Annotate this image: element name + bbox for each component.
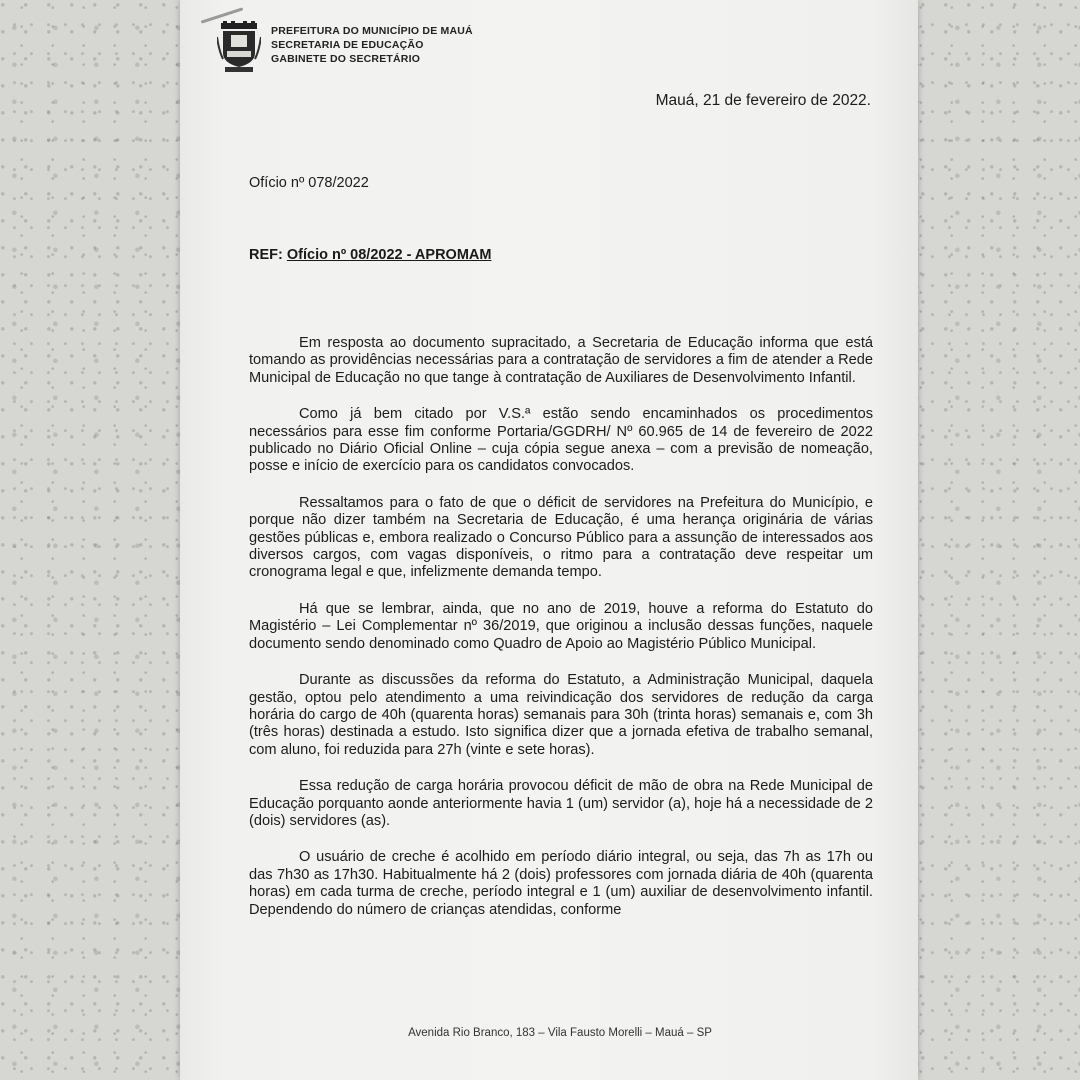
paragraph: O usuário de creche é acolhido em período diário integral, ou seja, das 7h as 17h ou das 7h30 as 17h30. Habitualmente há 2 (dois) professores com jornada diária de 40h (quarenta horas) em cada turma de creche, período integral e 1 (um) auxiliar de desenvolvimento infantil. Dependendo do número de crianças atendidas, conforme bbox=[249, 849, 873, 918]
letterhead bbox=[271, 24, 473, 66]
paragraph: Em resposta ao documento supracitado, a Secretaria de Educação informa que está tomando as providências necessárias para a contratação de servidores a fim de atender a Rede Municipal de Educação no que tange à contratação de Auxiliares de Desenvolvimento Infantil. bbox=[249, 335, 873, 386]
letterhead-line-2: SECRETARIA DE EDUCAÇÃO bbox=[271, 39, 424, 51]
paragraph: Há que se lembrar, ainda, que no ano de 2019, houve a reforma do Estatuto do Magistério – Lei Complementar nº 36/2019, que originou a inclusão dessas funções, naquele documento sendo denominado como Quadro de Apoio ao Magistério Público Municipal. bbox=[249, 600, 873, 652]
reference-label: REF: bbox=[249, 247, 283, 263]
paragraph: Como já bem citado por V.S.ª estão sendo encaminhados os procedimentos necessários para esse fim conforme Portaria/GGDRH/ Nº 60.965 de 14 de fevereiro de 2022 publicado no Diário Oficial Online – cuja cópia segue anexa – com a previsão de nomeação, posse e início de exercício para os candidatos convocados. bbox=[249, 406, 873, 475]
paragraph: Durante as discussões da reforma do Estatuto, a Administração Municipal, daquela gestão, optou pelo atendimento a uma reivindicação dos servidores de redução da carga horária do cargo de 40h (quarenta horas) semanais para 30h (trinta horas) semanais e, com 3h (três horas) destinada a estudo. Isto significa dizer que a jornada efetiva de trabalho semanal, com aluno, foi reduzida para 27h (vinte e sete horas). bbox=[249, 672, 873, 758]
footer-address bbox=[0, 1027, 1080, 1039]
footer-address-text: Avenida Rio Branco, 183 – Vila Fausto Morelli – Mauá – SP bbox=[408, 1027, 712, 1039]
letterhead-line-1: PREFEITURA DO MUNICÍPIO DE MAUÁ bbox=[271, 25, 473, 37]
reference-value: Ofício nº 08/2022 - APROMAM bbox=[286, 247, 492, 263]
reference-line bbox=[249, 247, 491, 263]
oficio-number: Ofício nº 078/2022 bbox=[249, 175, 369, 191]
letter-body bbox=[249, 335, 873, 919]
municipal-crest-icon bbox=[217, 21, 261, 73]
document-date: Mauá, 21 de fevereiro de 2022. bbox=[655, 92, 871, 109]
paragraph: Ressaltamos para o fato de que o déficit de servidores na Prefeitura do Município, e porque não dizer também na Secretaria de Educação, é uma herança originária de várias gestões públicas e, embora realizado o Concurso Público para a assunção de interessados aos diversos cargos, com vagas disponíveis, o ritmo para a contratação deve respeitar um cronograma legal e que, infelizmente demanda tempo. bbox=[249, 494, 873, 581]
letterhead-line-3: GABINETE DO SECRETÁRIO bbox=[271, 53, 421, 65]
paragraph: Essa redução de carga horária provocou déficit de mão de obra na Rede Municipal de Educação porquanto aonde anteriormente havia 1 (um) servidor (a), hoje há a necessidade de 2 (dois) servidores (as). bbox=[249, 778, 873, 829]
